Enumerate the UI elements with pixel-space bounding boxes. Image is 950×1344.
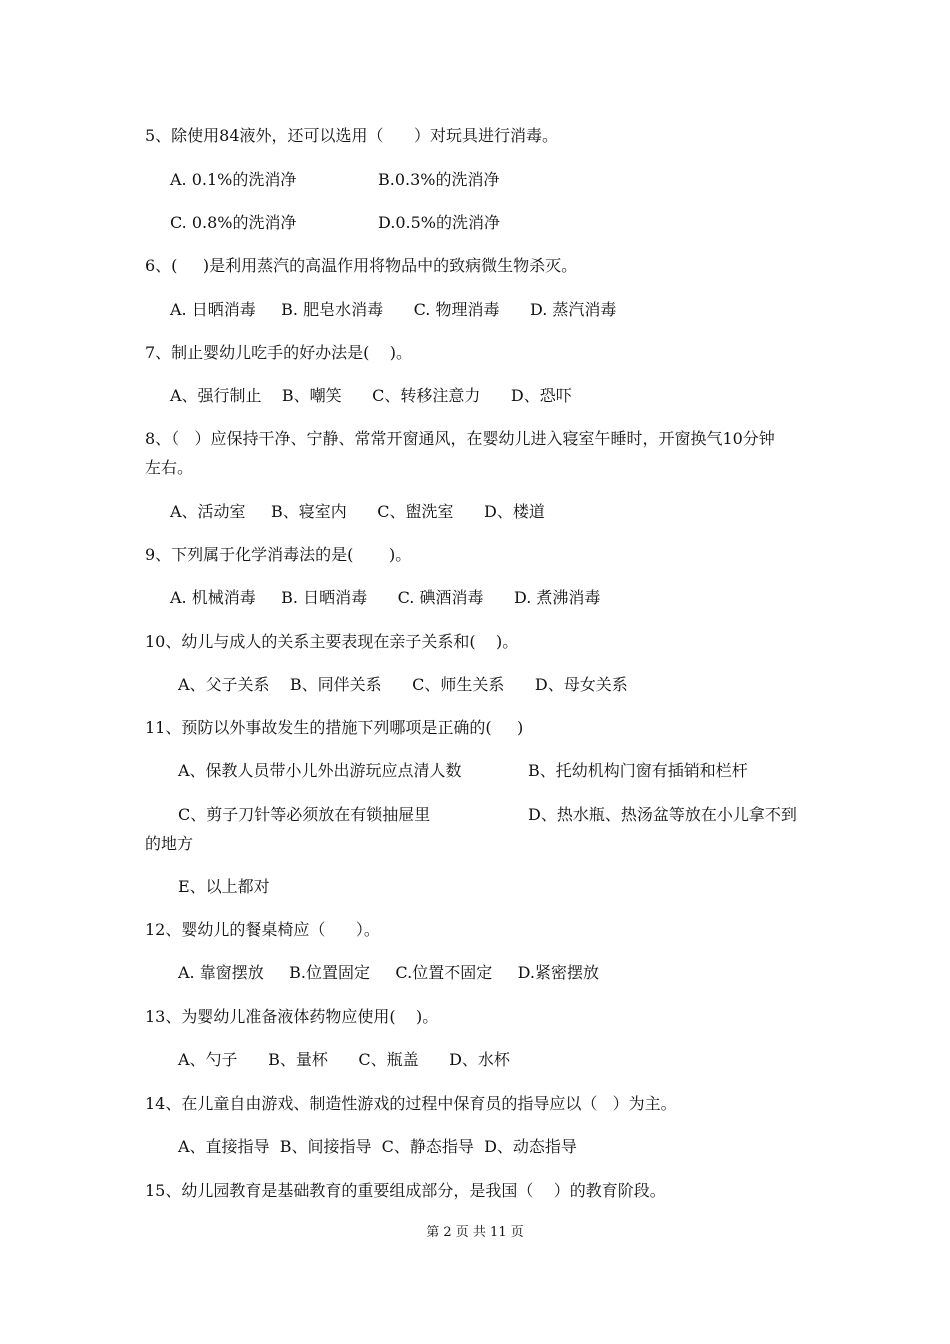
question-7-options: A、强行制止 B、嘲笑 C、转移注意力 D、恐吓 (170, 386, 572, 405)
question-5-stem: 5、除使用84液外，还可以选用（ ）对玩具进行消毒。 (145, 126, 559, 145)
question-12-stem: 12、婴幼儿的餐桌椅应（ ）。 (145, 920, 380, 939)
question-15-stem: 15、幼儿园教育是基础教育的重要组成部分，是我国（ ）的教育阶段。 (145, 1181, 666, 1200)
question-11-option-d-continued: 的地方 (145, 834, 194, 853)
question-11-option-e: E、以上都对 (178, 877, 270, 896)
question-11-option-c: C、剪子刀针等必须放在有锁抽屉里 (178, 805, 431, 824)
question-11-option-a: A、保教人员带小儿外出游玩应点清人数 (178, 761, 462, 780)
question-7-stem: 7、制止婴幼儿吃手的好办法是( )。 (145, 343, 413, 362)
page-number-footer: 第 2 页 共 11 页 (426, 1225, 524, 1240)
question-9-stem: 9、下列属于化学消毒法的是( )。 (145, 545, 412, 564)
question-13-stem: 13、为婴幼儿准备液体药物应使用( )。 (145, 1007, 439, 1026)
question-8-stem-line2: 左右。 (145, 458, 194, 477)
question-13-options: A、勺子 B、量杯 C、瓶盖 D、水杯 (178, 1050, 510, 1069)
question-5-option-c: C. 0.8%的洗消净 (170, 213, 297, 232)
question-8-stem-line1: 8、（ ）应保持干净、宁静、常常开窗通风，在婴幼儿进入寝室午睡时，开窗换气10分钟 (145, 429, 775, 448)
question-9-options: A. 机械消毒 B. 日晒消毒 C. 碘酒消毒 D. 煮沸消毒 (170, 588, 601, 607)
question-12-options: A. 靠窗摆放 B.位置固定 C.位置不固定 D.紧密摆放 (178, 963, 599, 982)
question-5-option-d: D.0.5%的洗消净 (378, 213, 500, 232)
question-11-option-d: D、热水瓶、热汤盆等放在小儿拿不到 (528, 805, 797, 824)
question-5-option-b: B.0.3%的洗消净 (378, 170, 500, 189)
question-8-options: A、活动室 B、寝室内 C、盥洗室 D、楼道 (170, 502, 545, 521)
question-6-options: A. 日晒消毒 B. 肥皂水消毒 C. 物理消毒 D. 蒸汽消毒 (170, 300, 617, 319)
question-14-options: A、直接指导 B、间接指导 C、静态指导 D、动态指导 (178, 1137, 577, 1156)
question-10-stem: 10、幼儿与成人的关系主要表现在亲子关系和( )。 (145, 632, 519, 651)
question-5-option-a: A. 0.1%的洗消净 (170, 170, 297, 189)
question-11-option-b: B、托幼机构门窗有插销和栏杆 (528, 761, 748, 780)
question-10-options: A、父子关系 B、同伴关系 C、师生关系 D、母女关系 (178, 675, 628, 694)
question-11-stem: 11、预防以外事故发生的措施下列哪项是正确的( ) (145, 718, 524, 737)
question-6-stem: 6、( )是利用蒸汽的高温作用将物品中的致病微生物杀灭。 (145, 256, 578, 275)
question-14-stem: 14、在儿童自由游戏、制造性游戏的过程中保育员的指导应以（ ）为主。 (145, 1094, 677, 1113)
